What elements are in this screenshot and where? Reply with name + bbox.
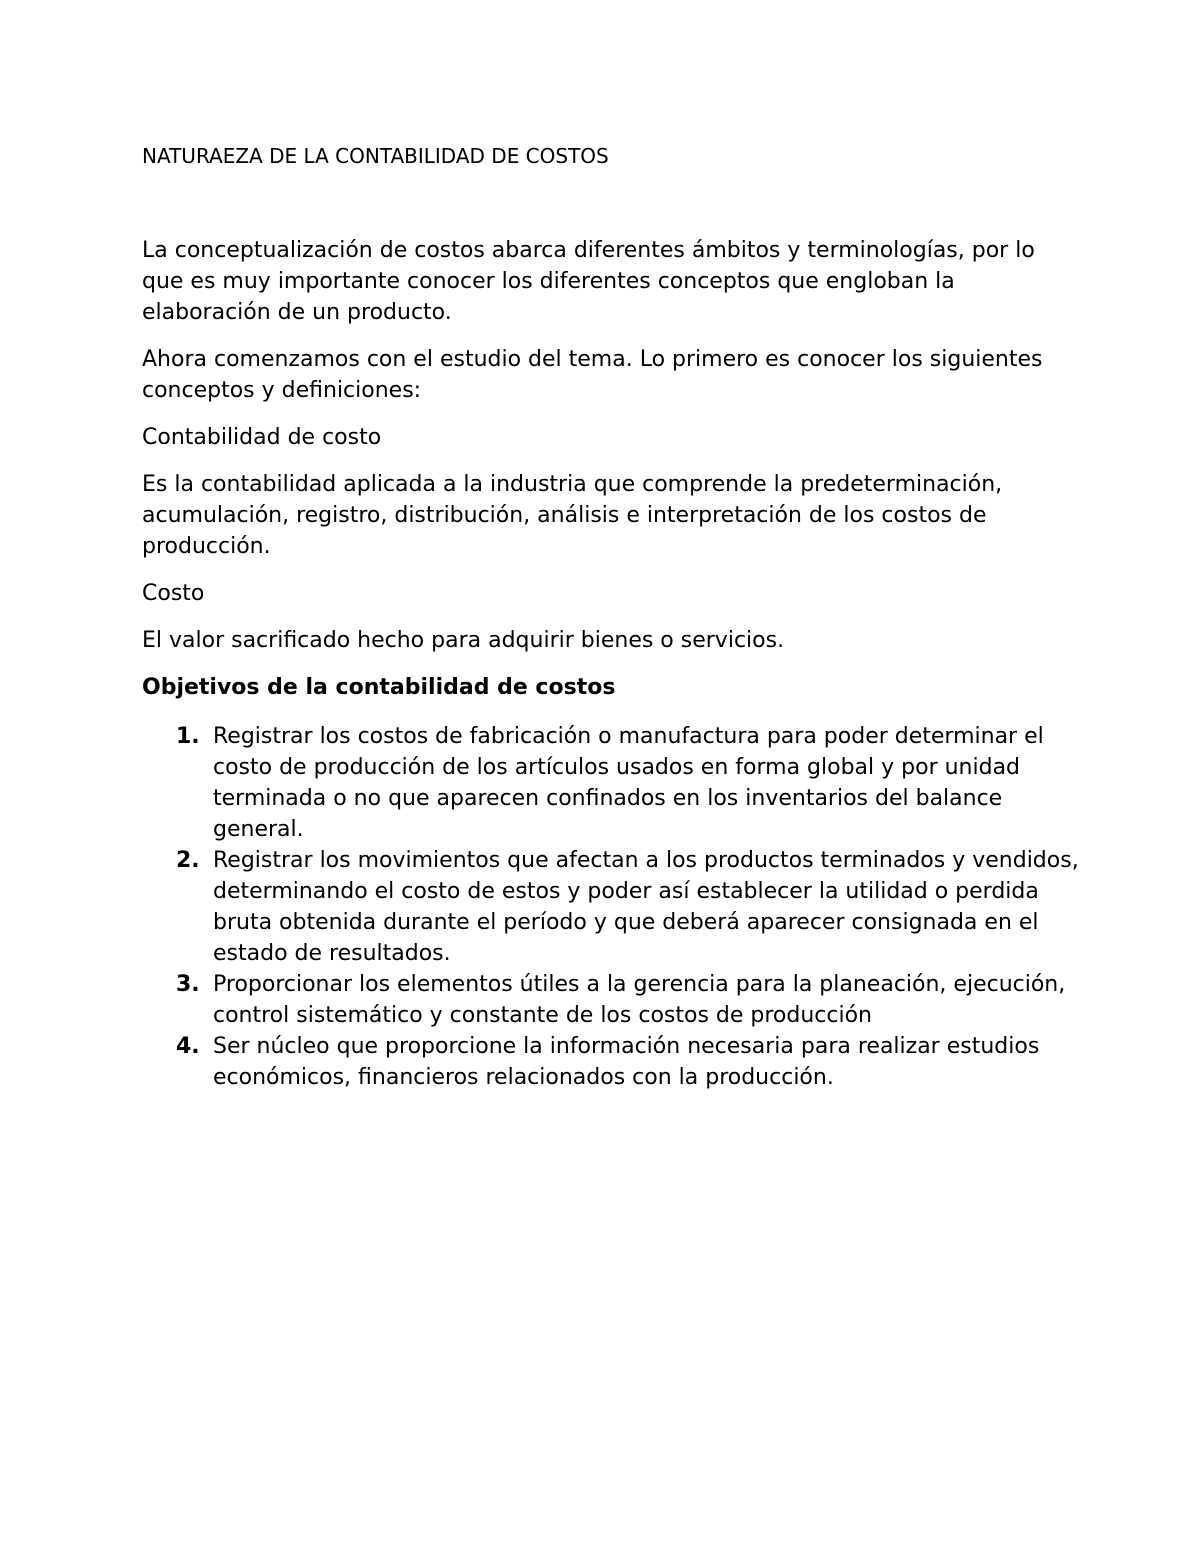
intro-paragraph: La conceptualización de costos abarca diferentes ámbitos y terminologías, por lo que es muy importante conocer los diferentes conceptos que engloban la elaboración de un producto. [142, 238, 1035, 325]
objectives-heading: Objetivos de la contabilidad de costos [142, 675, 616, 700]
lead-paragraph: Ahora comenzamos con el estudio del tema. Lo primero es conocer los siguientes conceptos y definiciones: [142, 347, 1043, 403]
objective-item [142, 721, 1082, 845]
objective-number: 2. [176, 848, 200, 873]
objective-text: Registrar los costos de fabricación o manufactura para poder determinar el costo de producción de los artículos usados en forma global y por unidad terminada o no que aparecen confinados en los inventarios del balance general. [213, 724, 1044, 842]
document-body [142, 140, 1082, 1093]
term-costo: Costo [142, 581, 205, 606]
document-title: NATURAEZA DE LA CONTABILIDAD DE COSTOS [142, 144, 609, 168]
objective-number: 3. [176, 972, 200, 997]
definition-contabilidad-de-costo: Es la contabilidad aplicada a la industria que comprende la predeterminación, acumulación, registro, distribución, análisis e interpretación de los costos de producción. [142, 472, 1003, 559]
objective-text: Proporcionar los elementos útiles a la gerencia para la planeación, ejecución, control sistemático y constante de los costos de producción [213, 972, 1066, 1028]
definition-costo: El valor sacrificado hecho para adquirir bienes o servicios. [142, 628, 785, 653]
objectives-list [142, 721, 1082, 1093]
objective-item [142, 1031, 1082, 1093]
objective-number: 1. [176, 724, 200, 749]
objective-text: Ser núcleo que proporcione la información necesaria para realizar estudios económicos, financieros relacionados con la producción. [213, 1034, 1040, 1090]
objective-item [142, 845, 1082, 969]
objective-text: Registrar los movimientos que afectan a los productos terminados y vendidos, determinando el costo de estos y poder así establecer la utilidad o perdida bruta obtenida durante el período y que deberá aparecer consignada en el estado de resultados. [213, 848, 1079, 966]
objective-number: 4. [176, 1034, 200, 1059]
objective-item [142, 969, 1082, 1031]
term-contabilidad-de-costo: Contabilidad de costo [142, 425, 382, 450]
